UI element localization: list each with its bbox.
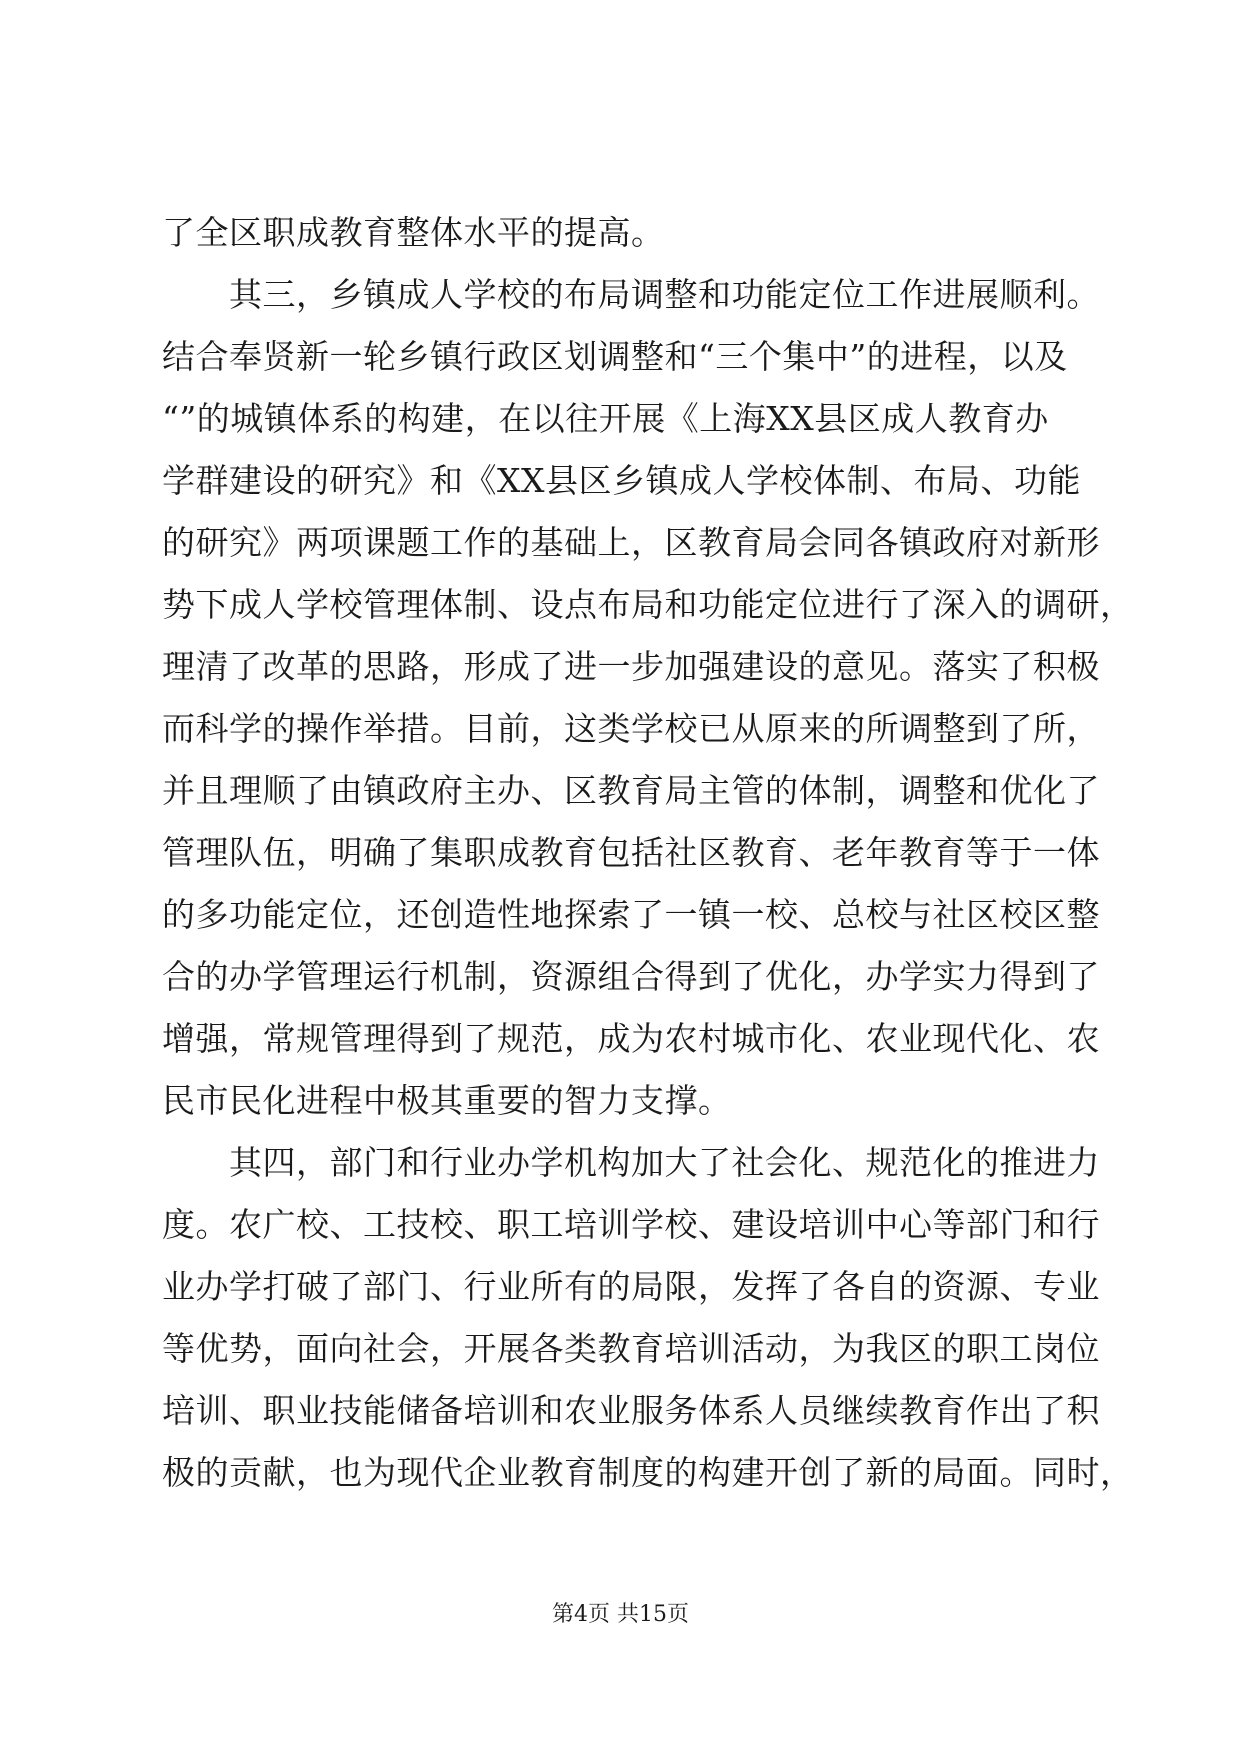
text-line: 极的贡献，也为现代企业教育制度的构建开创了新的局面。同时， xyxy=(162,1453,1134,1492)
text-line: 管理队伍，明确了集职成教育包括社区教育、老年教育等于一体 xyxy=(162,833,1100,872)
text-line: “”的城镇体系的构建，在以往开展《上海XX县区成人教育办 xyxy=(162,399,1049,438)
text-line: 的研究》两项课题工作的基础上，区教育局会同各镇政府对新形 xyxy=(162,523,1100,562)
text-line: 而科学的操作举措。目前，这类学校已从原来的所调整到了所， xyxy=(162,709,1100,748)
text-line: 民市民化进程中极其重要的智力支撑。 xyxy=(162,1081,732,1120)
text-line: 结合奉贤新一轮乡镇行政区划调整和“三个集中”的进程，以及 xyxy=(162,337,1068,376)
text-line: 培训、职业技能储备培训和农业服务体系人员继续教育作出了积 xyxy=(162,1391,1100,1430)
text-line: 的多功能定位，还创造性地探索了一镇一校、总校与社区校区整 xyxy=(162,895,1100,934)
text-line: 其三，乡镇成人学校的布局调整和功能定位工作进展顺利。 xyxy=(162,275,1100,314)
text-line: 学群建设的研究》和《XX县区乡镇成人学校体制、布局、功能 xyxy=(162,461,1081,500)
text-line: 增强，常规管理得到了规范，成为农村城市化、农业现代化、农 xyxy=(162,1019,1100,1058)
text-line: 等优势，面向社会，开展各类教育培训活动，为我区的职工岗位 xyxy=(162,1329,1100,1368)
text-line: 势下成人学校管理体制、设点布局和功能定位进行了深入的调研， xyxy=(162,585,1134,624)
text-line: 并且理顺了由镇政府主办、区教育局主管的体制，调整和优化了 xyxy=(162,771,1100,810)
page-number-footer: 第4页 共15页 xyxy=(552,1602,689,1627)
text-line: 度。农广校、工技校、职工培训学校、建设培训中心等部门和行 xyxy=(162,1205,1100,1244)
text-line: 了全区职成教育整体水平的提高。 xyxy=(162,213,665,252)
text-line: 业办学打破了部门、行业所有的局限，发挥了各自的资源、专业 xyxy=(162,1267,1100,1306)
text-line: 合的办学管理运行机制，资源组合得到了优化，办学实力得到了 xyxy=(162,957,1100,996)
text-line: 其四，部门和行业办学机构加大了社会化、规范化的推进力 xyxy=(162,1143,1100,1182)
text-line: 理清了改革的思路，形成了进一步加强建设的意见。落实了积极 xyxy=(162,647,1100,686)
